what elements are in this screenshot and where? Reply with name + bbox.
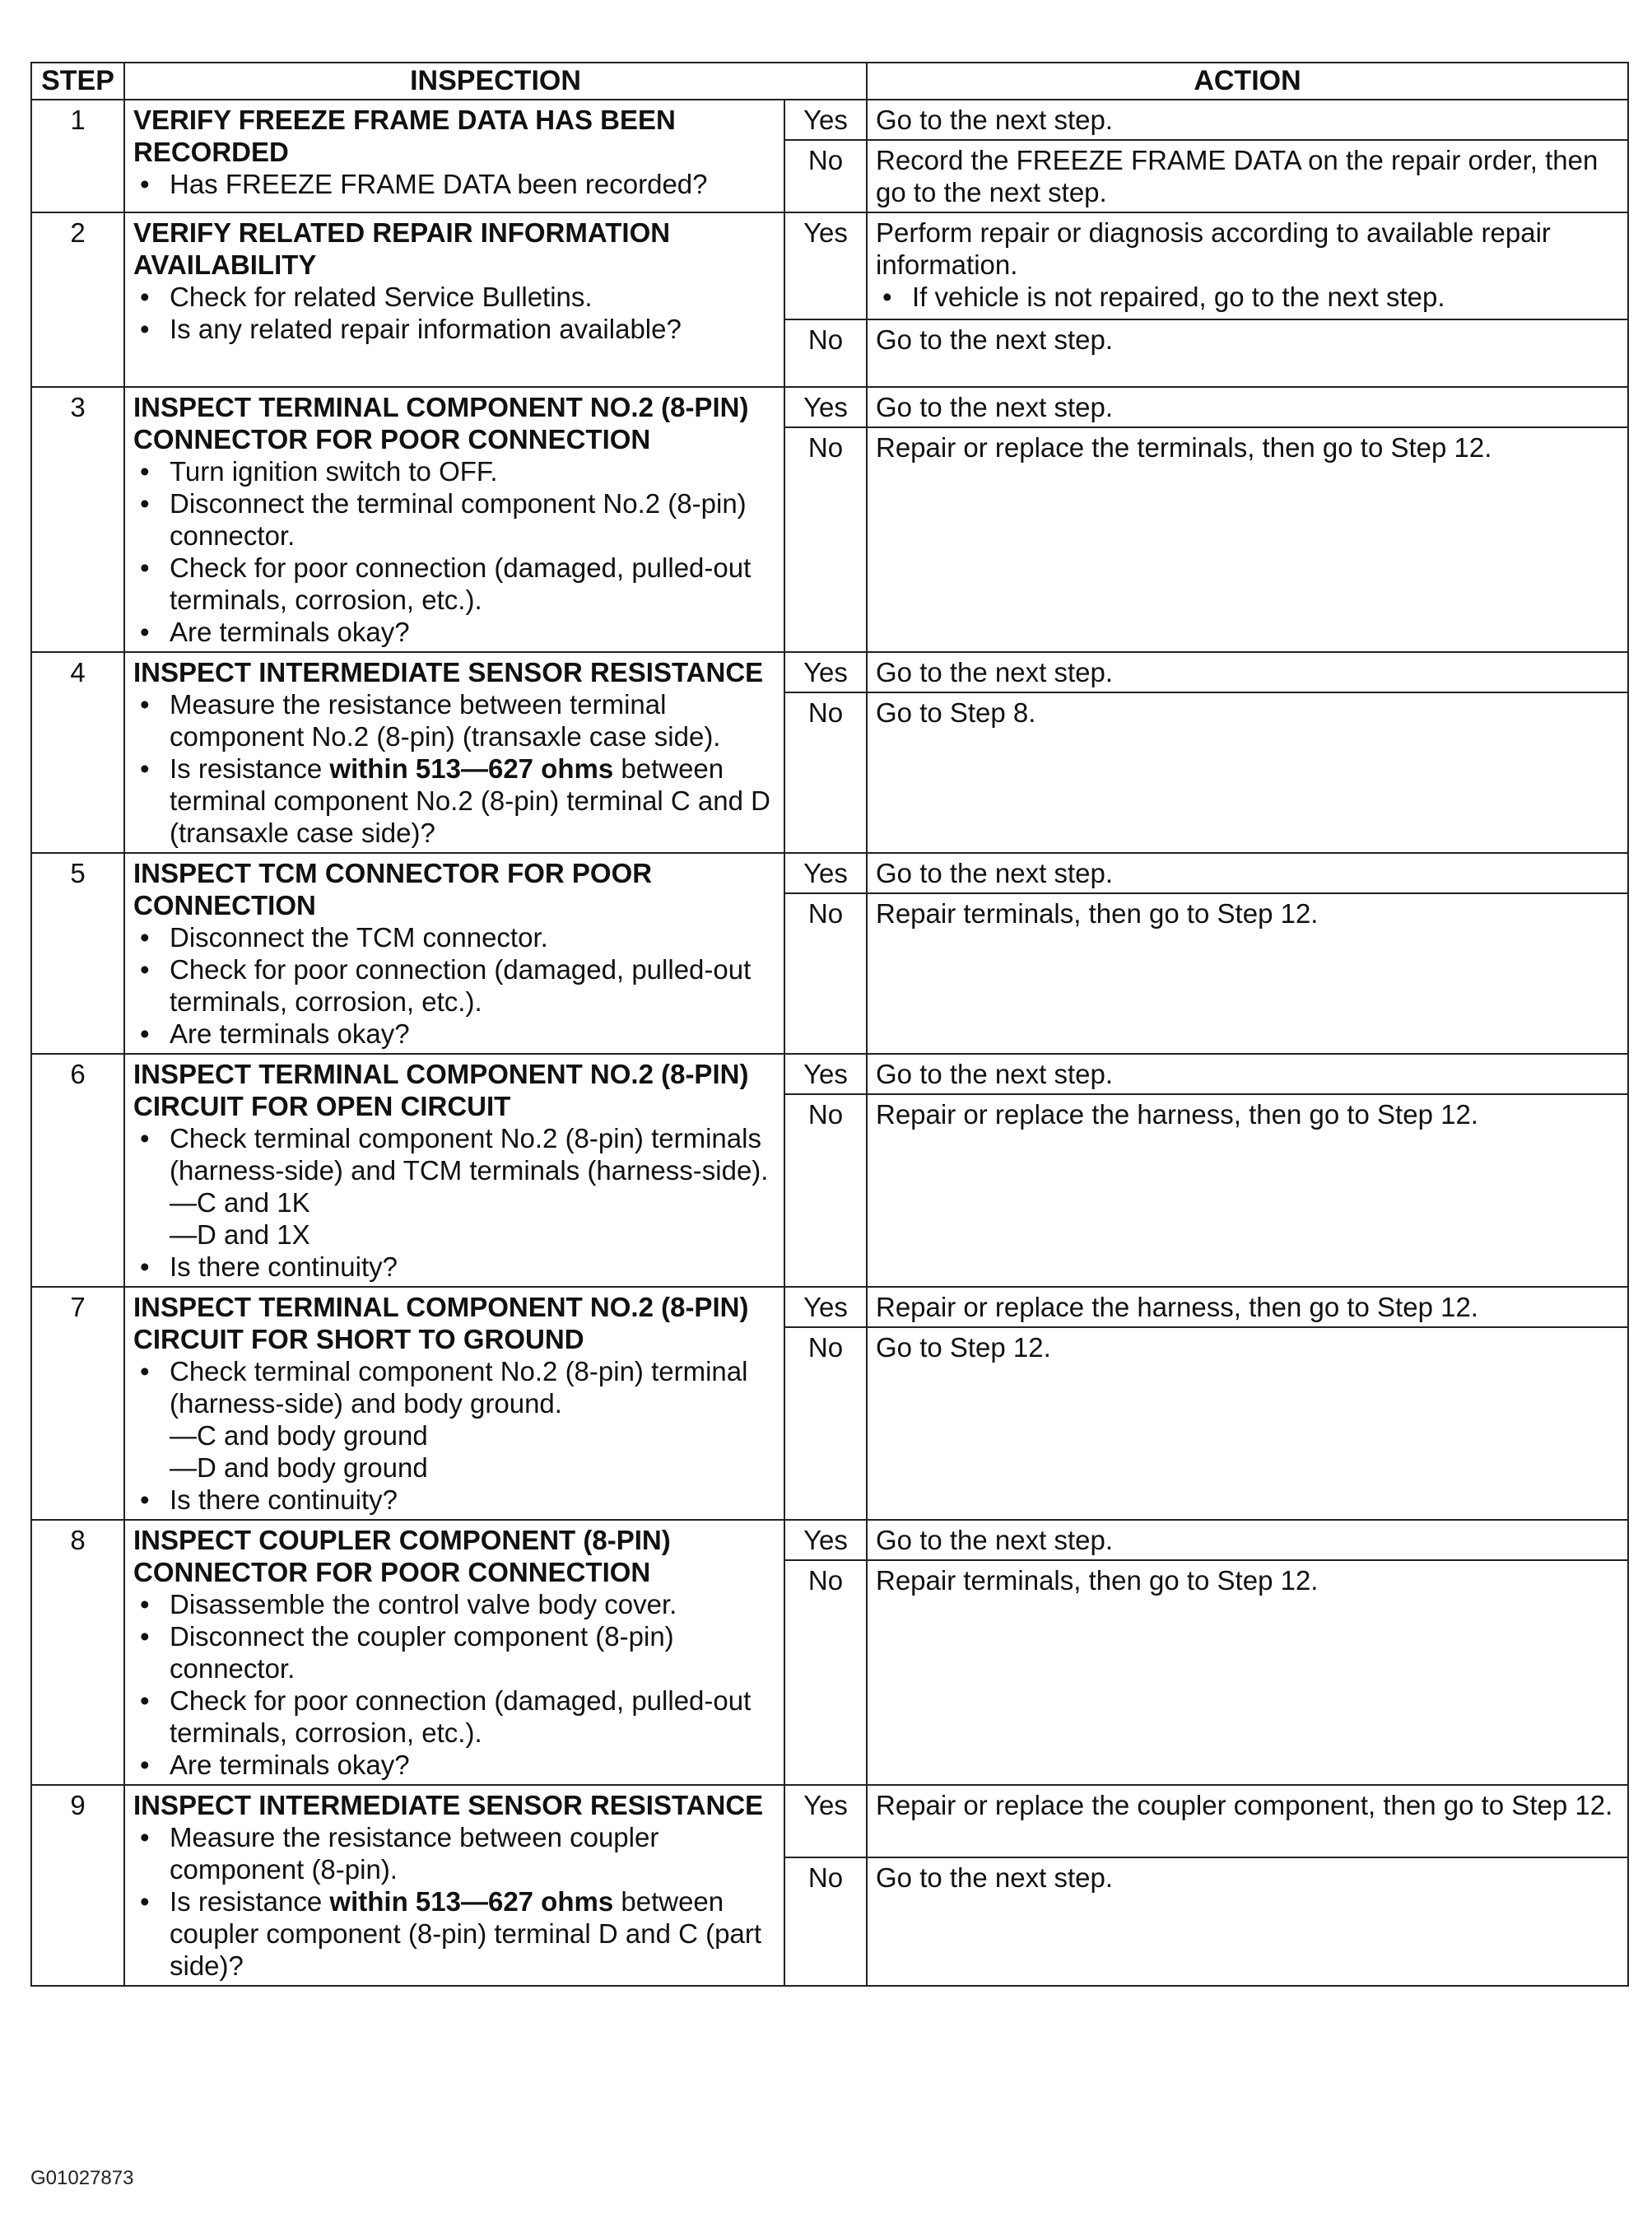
yes-label: Yes — [784, 387, 867, 427]
bullet: • Are terminals okay? — [170, 1749, 775, 1781]
no-label: No — [784, 1327, 867, 1520]
yes-label: Yes — [784, 1785, 867, 1857]
step-number: 8 — [31, 1520, 124, 1785]
sub-item: —D and 1X — [170, 1219, 310, 1250]
inspection-cell — [124, 652, 784, 853]
bullet: • Disconnect the TCM connector. — [170, 921, 775, 953]
yes-label: Yes — [784, 1287, 867, 1327]
bullet: • Check for related Service Bulletins. — [170, 281, 775, 313]
inspection-cell — [124, 1287, 784, 1520]
inspection-cell — [124, 100, 784, 212]
no-action: Repair terminals, then go to Step 12. — [867, 893, 1628, 1054]
no-label: No — [784, 1560, 867, 1785]
yes-action: Go to the next step. — [867, 387, 1628, 427]
bullet: • Check for poor connection (damaged, pulled-out terminals, corrosion, etc.). — [170, 1684, 775, 1749]
no-label: No — [784, 1094, 867, 1287]
step-row-2-yes — [31, 212, 1628, 319]
bullet-emphasis: within 513—627 ohms — [329, 1886, 614, 1917]
step-number: 4 — [31, 652, 124, 853]
step-row-8-yes — [31, 1520, 1628, 1560]
bullet-rich — [170, 1885, 775, 1982]
bullet: • Measure the resistance between coupler component (8-pin). — [170, 1821, 775, 1885]
bullet-text: between coupler component (8-pin) terminal D and C (part side)? — [170, 1886, 761, 1981]
bullet-text: Is resistance — [170, 753, 330, 784]
no-action: Record the FREEZE FRAME DATA on the repair order, then go to the next step. — [867, 140, 1628, 212]
bullet — [170, 1355, 775, 1484]
header-row — [31, 63, 1628, 100]
step-row-6-yes — [31, 1054, 1628, 1094]
yes-label: Yes — [784, 1054, 867, 1094]
yes-action: Go to the next step. — [867, 100, 1628, 140]
bullet-text: • Check terminal component No.2 (8-pin) terminal (harness-side) and body ground. — [170, 1356, 748, 1419]
no-action: Go to Step 8. — [867, 692, 1628, 853]
diagnostic-table — [30, 62, 1629, 1987]
sub-bullet: • If vehicle is not repaired, go to the next step. — [912, 281, 1619, 313]
bullet: • Has FREEZE FRAME DATA been recorded? — [170, 168, 775, 200]
inspection-header: INSPECTION — [124, 63, 867, 100]
yes-label: Yes — [784, 853, 867, 893]
yes-action: Go to the next step. — [867, 1520, 1628, 1560]
yes-label: Yes — [784, 1520, 867, 1560]
step-title: VERIFY FREEZE FRAME DATA HAS BEEN RECORDED — [133, 105, 676, 167]
bullet: • Measure the resistance between terminal component No.2 (8-pin) (transaxle case side). — [170, 688, 775, 753]
step-row-9-yes — [31, 1785, 1628, 1857]
bullet: • Check for poor connection (damaged, pulled-out terminals, corrosion, etc.). — [170, 552, 775, 616]
no-action: Go to the next step. — [867, 319, 1628, 387]
bullet: • Is any related repair information available? — [170, 313, 775, 345]
no-action: Repair or replace the terminals, then go to Step 12. — [867, 427, 1628, 652]
step-title: INSPECT TERMINAL COMPONENT NO.2 (8-PIN) CIRCUIT FOR SHORT TO GROUND — [133, 1292, 749, 1354]
yes-action: Repair or replace the coupler component, then go to Step 12. — [867, 1785, 1628, 1857]
bullet: • Disassemble the control valve body cover. — [170, 1588, 775, 1620]
no-action: Repair or replace the harness, then go to Step 12. — [867, 1094, 1628, 1287]
yes-action-cell — [867, 212, 1628, 319]
sub-item: —C and body ground — [170, 1420, 428, 1451]
bullet: • Turn ignition switch to OFF. — [170, 455, 775, 487]
step-title: INSPECT INTERMEDIATE SENSOR RESISTANCE — [133, 657, 764, 687]
action-header: ACTION — [867, 63, 1628, 100]
inspection-cell — [124, 212, 784, 387]
step-title: INSPECT COUPLER COMPONENT (8-PIN) CONNECTOR FOR POOR CONNECTION — [133, 1525, 671, 1587]
bullet — [170, 1122, 775, 1251]
step-number: 5 — [31, 853, 124, 1054]
yes-label: Yes — [784, 652, 867, 692]
inspection-cell — [124, 1785, 784, 1986]
step-title: INSPECT TERMINAL COMPONENT NO.2 (8-PIN) CONNECTOR FOR POOR CONNECTION — [133, 392, 749, 454]
step-title: VERIFY RELATED REPAIR INFORMATION AVAILABILITY — [133, 217, 671, 280]
yes-action: Go to the next step. — [867, 1054, 1628, 1094]
step-number: 2 — [31, 212, 124, 387]
bullet: • Check for poor connection (damaged, pulled-out terminals, corrosion, etc.). — [170, 953, 775, 1018]
step-title: INSPECT TERMINAL COMPONENT NO.2 (8-PIN) CIRCUIT FOR OPEN CIRCUIT — [133, 1059, 749, 1121]
step-row-4-yes — [31, 652, 1628, 692]
inspection-cell — [124, 1054, 784, 1287]
yes-action: Go to the next step. — [867, 853, 1628, 893]
bullet: • Are terminals okay? — [170, 1018, 775, 1050]
step-number: 3 — [31, 387, 124, 652]
step-row-7-yes — [31, 1287, 1628, 1327]
yes-label: Yes — [784, 212, 867, 319]
bullet-text: between terminal component No.2 (8-pin) terminal C and D (transaxle case side)? — [170, 753, 770, 848]
step-number: 9 — [31, 1785, 124, 1986]
yes-action: Go to the next step. — [867, 652, 1628, 692]
yes-action: Repair or replace the harness, then go to Step 12. — [867, 1287, 1628, 1327]
inspection-cell — [124, 387, 784, 652]
step-number: 1 — [31, 100, 124, 212]
bullet-rich — [170, 753, 775, 849]
step-row-5-yes — [31, 853, 1628, 893]
step-number: 7 — [31, 1287, 124, 1520]
no-label: No — [784, 427, 867, 652]
step-number: 6 — [31, 1054, 124, 1287]
no-action: Go to the next step. — [867, 1857, 1628, 1986]
no-label: No — [784, 1857, 867, 1986]
bullet: • Is there continuity? — [170, 1251, 775, 1283]
bullet: • Is there continuity? — [170, 1484, 775, 1516]
bullet-text: • Check terminal component No.2 (8-pin) terminals (harness-side) and TCM terminals (harness-side). — [170, 1123, 769, 1186]
no-action: Repair terminals, then go to Step 12. — [867, 1560, 1628, 1785]
bullet: • Disconnect the terminal component No.2 (8-pin) connector. — [170, 487, 775, 552]
no-label: No — [784, 893, 867, 1054]
inspection-cell — [124, 853, 784, 1054]
bullet-text: Is resistance — [170, 1886, 330, 1917]
sub-item: —D and body ground — [170, 1452, 428, 1483]
bullet-emphasis: within 513—627 ohms — [329, 753, 614, 784]
inspection-cell — [124, 1520, 784, 1785]
no-action: Go to Step 12. — [867, 1327, 1628, 1520]
sub-item: —C and 1K — [170, 1187, 310, 1218]
step-header: STEP — [31, 63, 124, 100]
figure-code: G01027873 — [30, 2167, 134, 2189]
bullet: • Disconnect the coupler component (8-pin) connector. — [170, 1620, 775, 1684]
no-label: No — [784, 319, 867, 387]
step-title: INSPECT INTERMEDIATE SENSOR RESISTANCE — [133, 1790, 764, 1820]
yes-label: Yes — [784, 100, 867, 140]
step-title: INSPECT TCM CONNECTOR FOR POOR CONNECTION — [133, 858, 653, 920]
step-row-1-yes — [31, 100, 1628, 140]
step-row-3-yes — [31, 387, 1628, 427]
no-label: No — [784, 140, 867, 212]
bullet: • Are terminals okay? — [170, 616, 775, 648]
no-label: No — [784, 692, 867, 853]
yes-action: Perform repair or diagnosis according to available repair information. — [876, 217, 1551, 280]
